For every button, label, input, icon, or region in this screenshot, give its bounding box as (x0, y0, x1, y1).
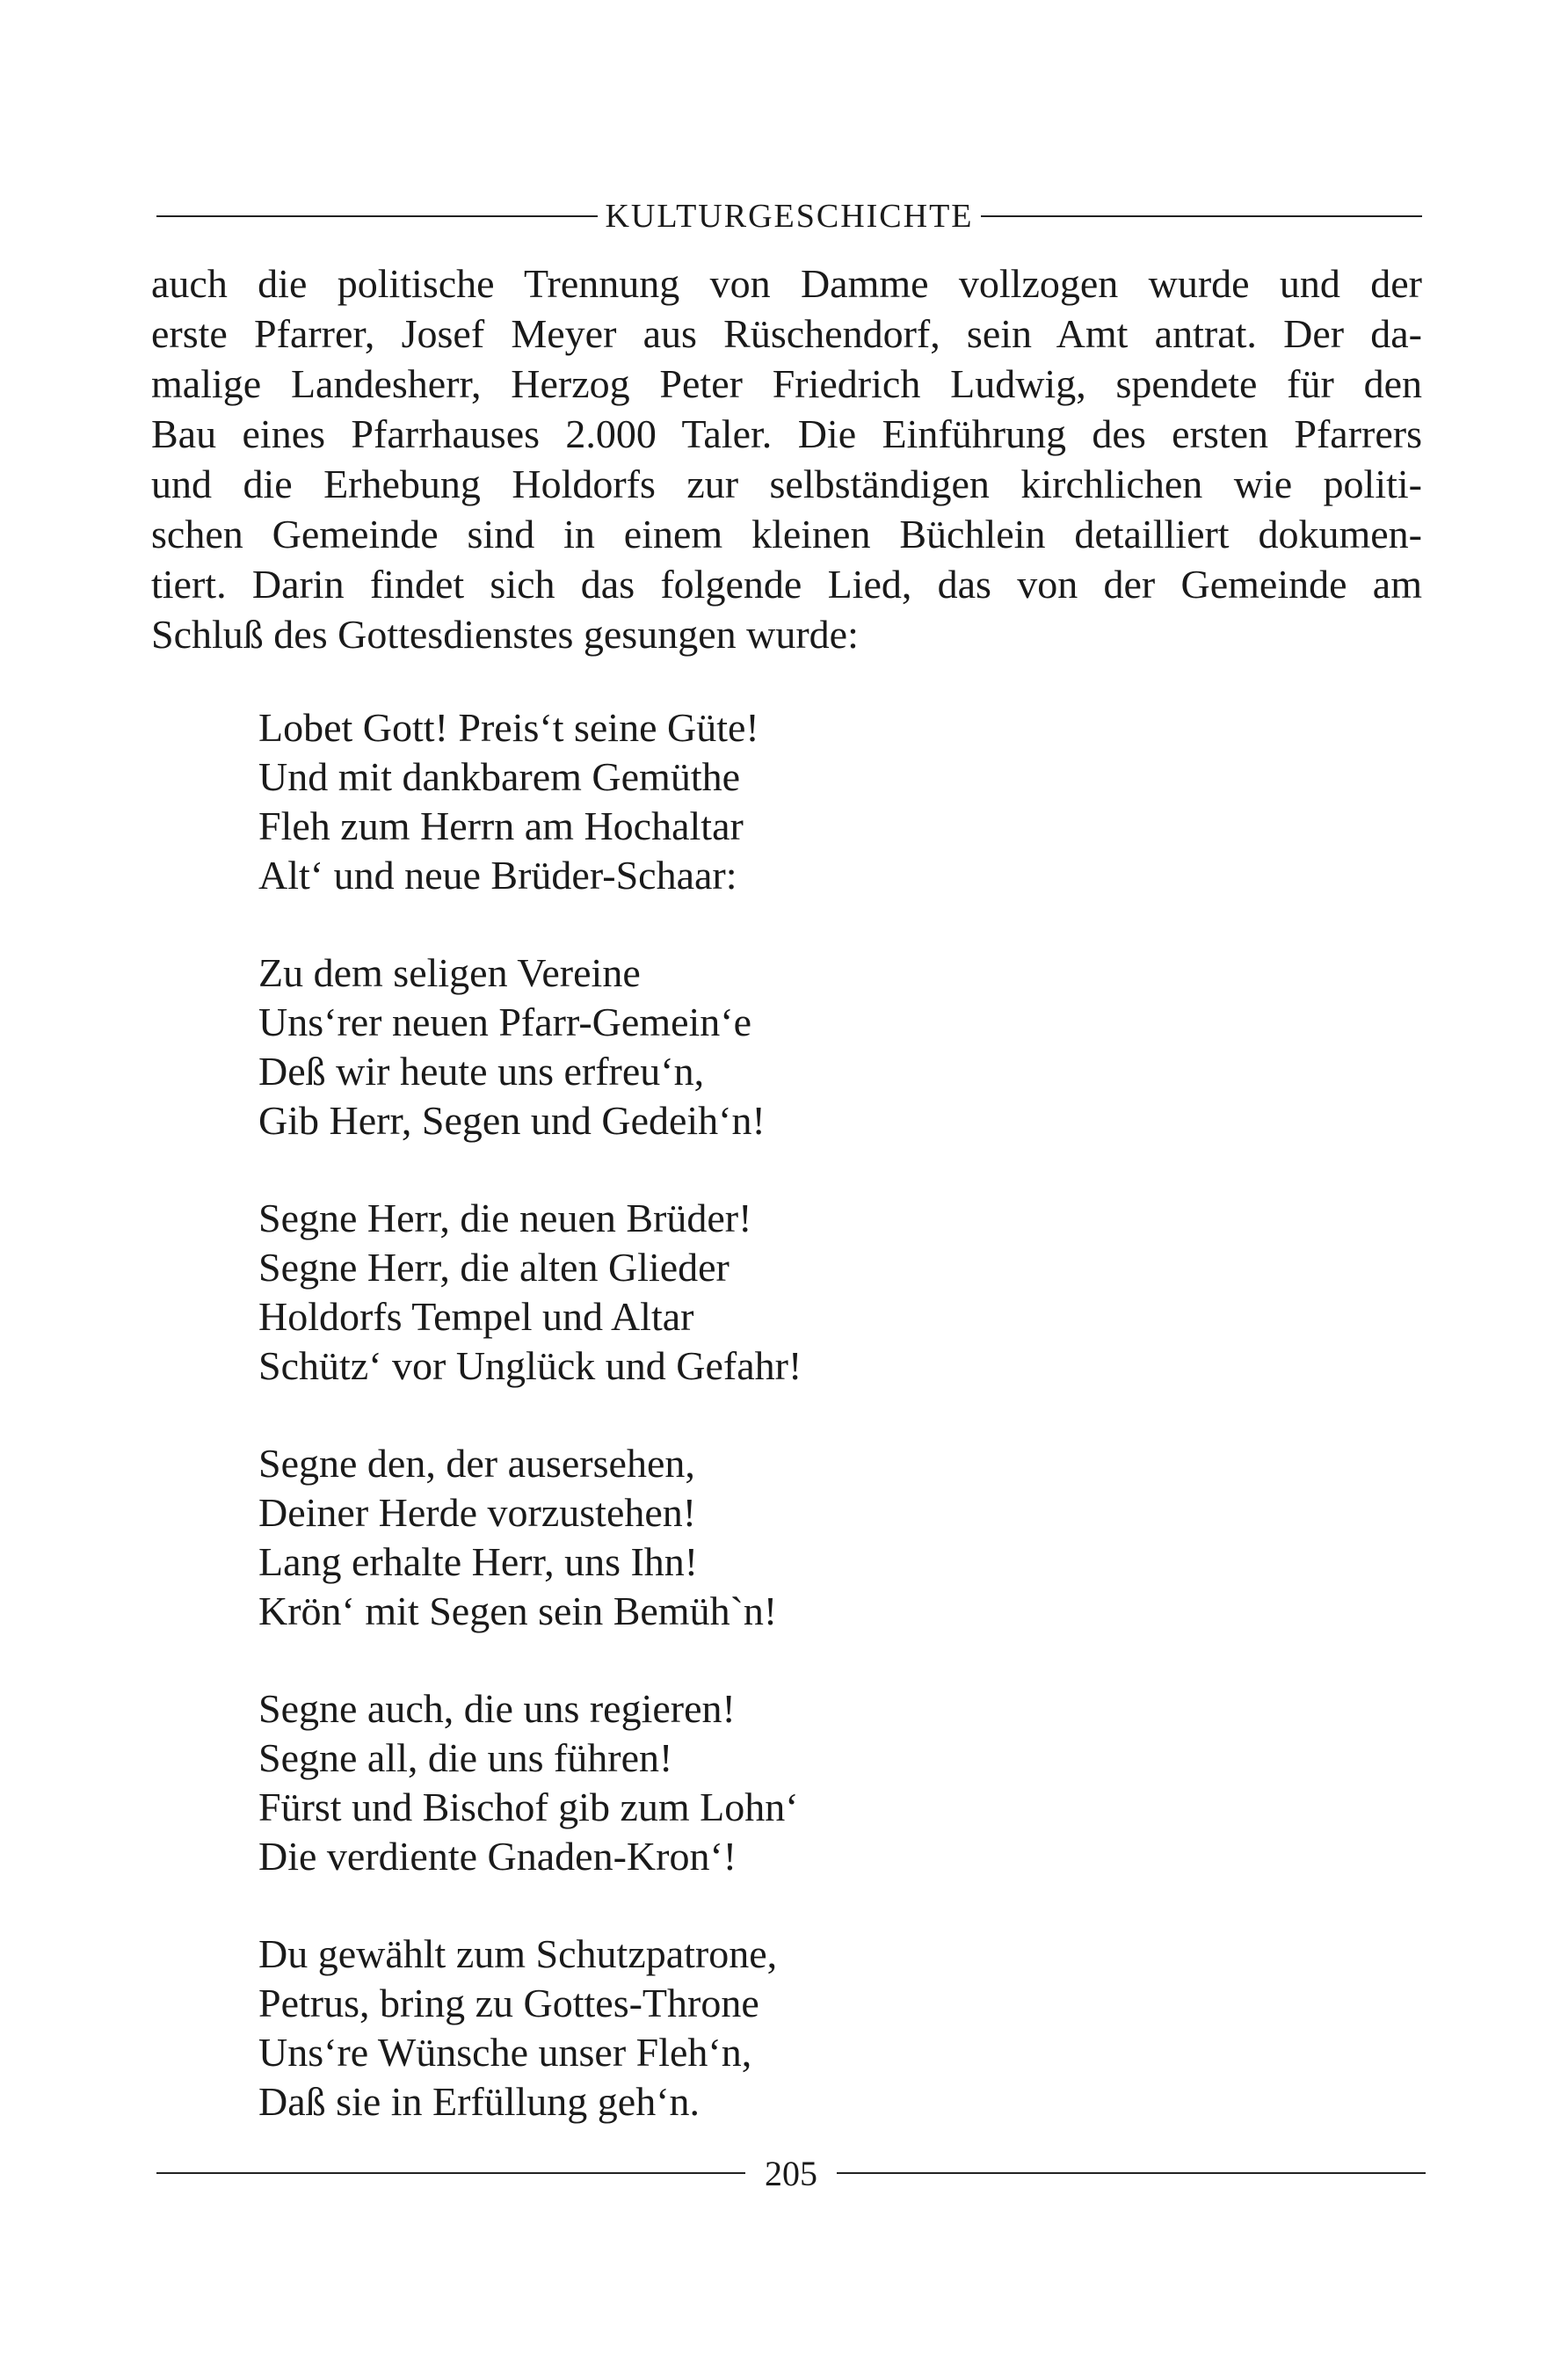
stanza (258, 1439, 802, 1636)
stanza (258, 703, 802, 900)
verse-line: Fleh zum Herrn am Hochaltar (258, 803, 744, 848)
verse-line: Segne all, die uns führen! (258, 1735, 673, 1780)
paragraph-line: auch die politische Trennung von Damme vollzogen wurde und der (151, 261, 1422, 306)
verse-line: Deß wir heute uns erfreu‘n, (258, 1049, 705, 1094)
paragraph-line: erste Pfarrer, Josef Meyer aus Rüschendorf, sein Amt antrat. Der da- (151, 311, 1422, 356)
verse-line: Zu dem seligen Vereine (258, 950, 641, 995)
verse-line: Du gewählt zum Schutzpatrone, (258, 1931, 778, 1976)
song-lyrics (258, 703, 802, 2175)
paragraph-line: tiert. Darin findet sich das folgende Lied, das von der Gemeinde am (151, 562, 1422, 607)
body-paragraph (151, 258, 1422, 659)
verse-line: Krön‘ mit Segen sein Bemüh`n! (258, 1588, 778, 1633)
verse-line: Fürst und Bischof gib zum Lohn‘ (258, 1785, 799, 1829)
stanza (258, 1930, 802, 2126)
verse-line: Segne den, der ausersehen, (258, 1441, 695, 1486)
stanza (258, 1684, 802, 1881)
verse-line: Alt‘ und neue Brüder-Schaar: (258, 853, 737, 898)
header-rule-right (981, 215, 1422, 217)
section-title: KULTURGESCHICHTE (605, 198, 974, 235)
verse-line: Segne auch, die uns regieren! (258, 1686, 736, 1731)
verse-line: Segne Herr, die neuen Brüder! (258, 1196, 752, 1240)
verse-line: Lobet Gott! Preis‘t seine Güte! (258, 705, 759, 750)
paragraph-line: Schluß des Gottesdienstes gesungen wurde: (151, 612, 859, 657)
verse-line: Uns‘rer neuen Pfarr-Gemein‘e (258, 1000, 752, 1044)
verse-line: Petrus, bring zu Gottes-Throne (258, 1981, 759, 2025)
page-number: 205 (765, 2153, 817, 2193)
verse-line: Die verdiente Gnaden-Kron‘! (258, 1834, 737, 1879)
verse-line: Lang erhalte Herr, uns Ihn! (258, 1539, 699, 1584)
footer-rule-left (156, 2172, 745, 2174)
verse-line: Daß sie in Erfüllung geh‘n. (258, 2079, 701, 2124)
paragraph-line: schen Gemeinde sind in einem kleinen Büchlein detailliert dokumen- (151, 512, 1422, 556)
paragraph-line: Bau eines Pfarrhauses 2.000 Taler. Die Einführung des ersten Pfarrers (151, 411, 1422, 456)
verse-line: Segne Herr, die alten Glieder (258, 1245, 730, 1290)
verse-line: Holdorfs Tempel und Altar (258, 1294, 694, 1339)
footer-rule-right (837, 2172, 1426, 2174)
header-rule-left (156, 215, 598, 217)
verse-line: Uns‘re Wünsche unser Fleh‘n, (258, 2030, 752, 2075)
page-footer (156, 2148, 1426, 2198)
stanza (258, 1194, 802, 1391)
stanza (258, 949, 802, 1145)
paragraph-line: und die Erhebung Holdorfs zur selbständigen kirchlichen wie politi- (151, 462, 1422, 506)
verse-line: Und mit dankbarem Gemüthe (258, 754, 741, 799)
paragraph-line: malige Landesherr, Herzog Peter Friedrich Ludwig, spendete für den (151, 361, 1422, 406)
verse-line: Deiner Herde vorzustehen! (258, 1490, 697, 1535)
verse-line: Schütz‘ vor Unglück und Gefahr! (258, 1343, 802, 1388)
running-header (156, 192, 1422, 241)
verse-line: Gib Herr, Segen und Gedeih‘n! (258, 1098, 766, 1143)
